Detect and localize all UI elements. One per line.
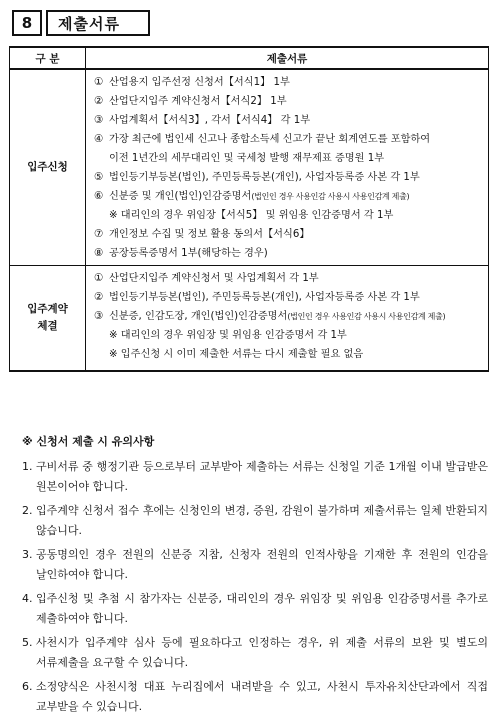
note-item: 1. 구비서류 중 행정기관 등으로부터 교부받아 제출하는 서류는 신청일 기준 1개월 이내 발급받은 원본이어야 합니다. xyxy=(22,460,488,493)
required-documents-table xyxy=(9,46,489,372)
list-item: ① 산업용지 입주선정 신청서【서식1】 1부 xyxy=(94,76,290,88)
list-item: ② 산업단지입주 계약신청서【서식2】 1부 xyxy=(94,95,287,107)
contract-document-list xyxy=(86,266,489,372)
list-item: ⑦ 개인정보 수집 및 정보 활용 동의서【서식6】 xyxy=(94,228,310,240)
note-item: 5. 사천시가 입주계약 심사 등에 필요하다고 인정하는 경우, 위 제출 서류의 보완 및 별도의 서류제출을 요구할 수 있습니다. xyxy=(22,636,488,669)
list-note: ※ 입주신청 시 이미 제출한 서류는 다시 제출할 필요 없음 xyxy=(109,349,364,360)
list-item: ④ 가장 최근에 법인세 신고나 종합소득세 신고가 끝난 회계연도를 포함하여 xyxy=(94,133,431,145)
note-item: 2. 입주계약 신청서 접수 후에는 신청인의 변경, 증원, 감원이 불가하며 제출서류는 일체 반환되지 않습니다. xyxy=(22,504,488,537)
list-note: ※ 대리인의 경우 위임장 및 위임용 인감증명서 각 1부 xyxy=(109,330,347,341)
notes-heading: ※ 신청서 제출 시 유의사항 xyxy=(22,435,155,448)
note-item: 4. 입주신청 및 추첨 시 참가자는 신분증, 대리인의 경우 위임장 및 위임용 인감증명서를 추가로 제출하여야 합니다. xyxy=(22,592,488,625)
table-row-contract xyxy=(10,266,489,372)
row-label-contract: 입주계약 체결 xyxy=(10,266,86,372)
note-item: 6. 소정양식은 사천시청 대표 누리집에서 내려받을 수 있고, 사천시 투자유치산단과에서 직접 교부받을 수 있습니다. xyxy=(22,680,488,713)
list-item: ③ 신분증, 인감도장, 개인(법인)인감증명서(법인인 경우 사용인감 사용시 사용인감계 제출) xyxy=(94,310,446,322)
table-header-row xyxy=(10,47,489,69)
header-documents: 제출서류 xyxy=(86,47,489,69)
list-note: ※ 대리인의 경우 위임장【서식5】 및 위임용 인감증명서 각 1부 xyxy=(109,210,394,221)
list-item: ⑥ 신분증 및 개인(법인)인감증명서(법인인 경우 사용인감 사용시 사용인감계 제출) xyxy=(94,190,410,202)
section-number: 8 xyxy=(12,10,42,36)
submission-notes xyxy=(22,433,488,714)
list-item: ① 산업단지입주 계약신청서 및 사업계획서 각 1부 xyxy=(94,272,319,284)
table-row-application xyxy=(10,69,489,266)
list-item: ② 법인등기부등본(법인), 주민등록등본(개인), 사업자등록증 사본 각 1부 xyxy=(94,291,420,303)
small-note: (법인인 경우 사용인감 사용시 사용인감계 제출) xyxy=(287,312,446,321)
section-heading xyxy=(12,10,150,36)
row-label-application: 입주신청 xyxy=(10,69,86,266)
list-item: ⑤ 법인등기부등본(법인), 주민등록등본(개인), 사업자등록증 사본 각 1부 xyxy=(94,171,420,183)
note-item: 3. 공동명의인 경우 전원의 신분증 지참, 신청자 전원의 인적사항을 기재한 후 전원의 인감을 날인하여야 합니다. xyxy=(22,548,488,581)
section-title: 제출서류 xyxy=(46,10,150,36)
list-item: ③ 사업계획서【서식3】, 각서【서식4】 각 1부 xyxy=(94,114,311,126)
application-document-list xyxy=(86,69,489,266)
header-category: 구 분 xyxy=(10,47,86,69)
list-item-continuation: 이전 1년간의 세무대리인 및 국세청 발행 재무제표 증명원 1부 xyxy=(109,153,385,164)
list-item: ⑧ 공장등록증명서 1부(해당하는 경우) xyxy=(94,247,268,259)
small-note: (법인인 경우 사용인감 사용시 사용인감계 제출) xyxy=(251,192,410,201)
